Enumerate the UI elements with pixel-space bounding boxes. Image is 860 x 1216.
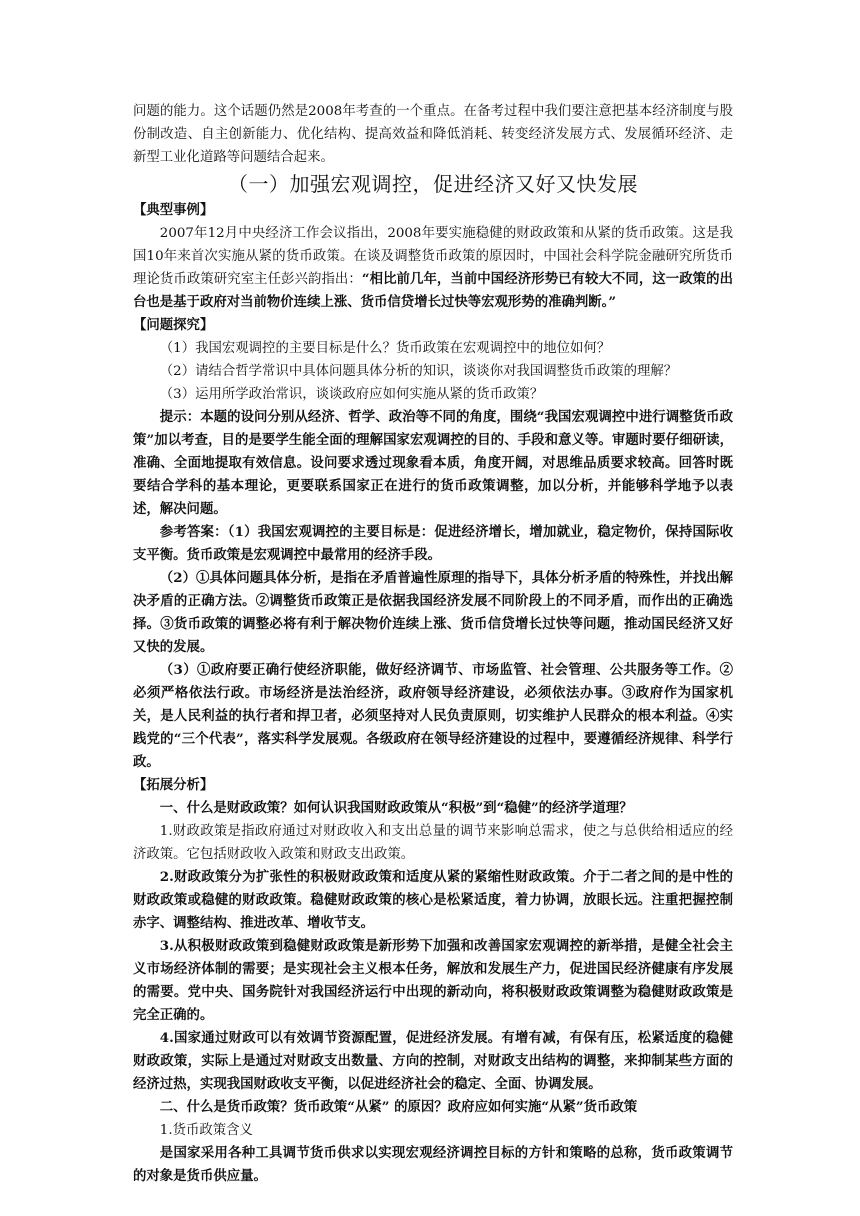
document-page (133, 100, 733, 1188)
answer-3: （3）①政府要正确行使经济职能，做好经济调节、市场监管、社会管理、公共服务等工作。② 必须严格依法行政。市场经济是法治经济，政府领导经济建设，必须依法办事。③政府作为国家机关，是人民利益的执行者和捍卫者，必须坚持对人民负责原则，切实维护人民群众的根本利益。④实践党的“三个代表”，落实科学发展观。各级政府在领导经济建设的过程中，要遵循经济规律、科学行政。 (133, 662, 733, 770)
typical-case-paragraph (133, 222, 733, 314)
inquiry-tag: 【问题探究】 (133, 317, 214, 333)
extension-heading-1: 一、什么是财政政策？如何认识我国财政政策从“积极”到“稳健”的经济学道理？ (159, 800, 633, 816)
extension-paragraph-2: 2.财政政策分为扩张性的积极财政政策和适度从紧的紧缩性财政政策。介于二者之间的是中性的财政政策或稳健的财政政策。稳健财政政策的核心是松紧适度，着力协调，放眼长远。注重把握控制赤字、调整结构、推进改革、增收节支。 (133, 869, 733, 931)
answer-label: 参考答案： (159, 524, 228, 540)
section-title: （一）加强宏观调控，促进经济又好又快发展 (228, 172, 638, 196)
intro-paragraph: 问题的能力。这个话题仍然是2008年考查的一个重点。在备考过程中我们要注意把基本经济制度与股份制改造、自主创新能力、优化结构、提高效益和降低消耗、转变经济发展方式、发展循环经济、走新型工业化道路等问题结合起来。 (133, 104, 733, 165)
question-1: （1）我国宏观调控的主要目标是什么？货币政策在宏观调控中的地位如何？ (159, 341, 611, 356)
question-2: （2）请结合哲学常识中具体问题具体分析的知识，谈谈你对我国调整货币政策的理解？ (159, 364, 678, 379)
extension-paragraph-4: 4.国家通过财政可以有效调节资源配置，促进经济发展。有增有减，有保有压，松紧适度的稳健财政政策，实际上是通过对财政支出数量、方向的控制，对财政支出结构的调整，来抑制某些方面的经济过热，实现我国财政收支平衡，以促进经济社会的稳定、全面、协调发展。 (133, 1030, 733, 1092)
answer-1: （1）我国宏观调控的主要目标是：促进经济增长，增加就业，稳定物价，保持国际收支平衡。货币政策是宏观调控中最常用的经济手段。 (133, 524, 734, 563)
question-3: （3）运用所学政治常识，谈谈政府应如何实施从紧的货币政策？ (159, 387, 544, 402)
extension-tag: 【拓展分析】 (133, 777, 214, 793)
hint-label: 提示： (159, 409, 201, 425)
extension-subheading-1: 1.货币政策含义 (159, 1123, 253, 1138)
answer-2: （2）①具体问题具体分析，是指在矛盾普遍性原理的指导下，具体分析矛盾的特殊性，并找出解决矛盾的正确方法。②调整货币政策正是依据我国经济发展不同阶段上的不同矛盾，而作出的正确选择。③货币政策的调整必将有利于解决物价连续上涨、货币信贷增长过快等问题，推动国民经济又好又快的发展。 (133, 570, 733, 655)
typical-case-tag: 【典型事例】 (133, 202, 214, 218)
extension-paragraph-5: 是国家采用各种工具调节货币供求以实现宏观经济调控目标的方针和策略的总称，货币政策调节的对象是货币供应量。 (133, 1145, 733, 1184)
extension-paragraph-3: 3.从积极财政政策到稳健财政政策是新形势下加强和改善国家宏观调控的新举措，是健全社会主义市场经济体制的需要；是实现社会主义根本任务，解放和发展生产力，促进国民经济健康有序发展的需要。党中央、国务院针对我国经济运行中出现的新动向，将积极财政政策调整为稳健财政政策是完全正确的。 (133, 938, 733, 1023)
extension-paragraph-1: 1.财政政策是指政府通过对财政收入和支出总量的调节来影响总需求，使之与总供给相适应的经济政策。它包括财政收入政策和财政支出政策。 (133, 824, 733, 862)
extension-heading-2: 二、什么是货币政策？货币政策“从紧” 的原因？政府应如何实施“从紧”货币政策 (159, 1099, 638, 1115)
hint-text: 本题的设问分别从经济、哲学、政治等不同的角度，围绕“我国宏观调控中进行调整货币政策”加以考查，目的是要学生能全面的理解国家宏观调控的目的、手段和意义等。审题时要仔细研读，准确、全面地提取有效信息。设问要求透过现象看本质，角度开阔，对思维品质要求较高。回答时既要结合学科的基本理论，更要联系国家正在进行的货币政策调整，加以分析，并能够科学地予以表述，解决问题。 (133, 409, 734, 517)
case-quote: “相比前几年，当前中国经济形势已有较大不同，这一政策的出台也是基于政府对当前物价连续上涨、货币信贷增长过快等宏观形势的准确判断。” (133, 271, 733, 310)
hint-paragraph (133, 406, 733, 521)
case-text: 2007年12月中央经济工作会议指出，2008年要实施稳健的财政政策和从紧的货币政策。这是我国10年来首次实施从紧的货币政策。在谈及调整货币政策的原因时，中国社会科学院金融研究所货币理论货币政策研究室主任彭兴韵指出： (133, 226, 733, 287)
answer-1-paragraph (133, 521, 733, 567)
